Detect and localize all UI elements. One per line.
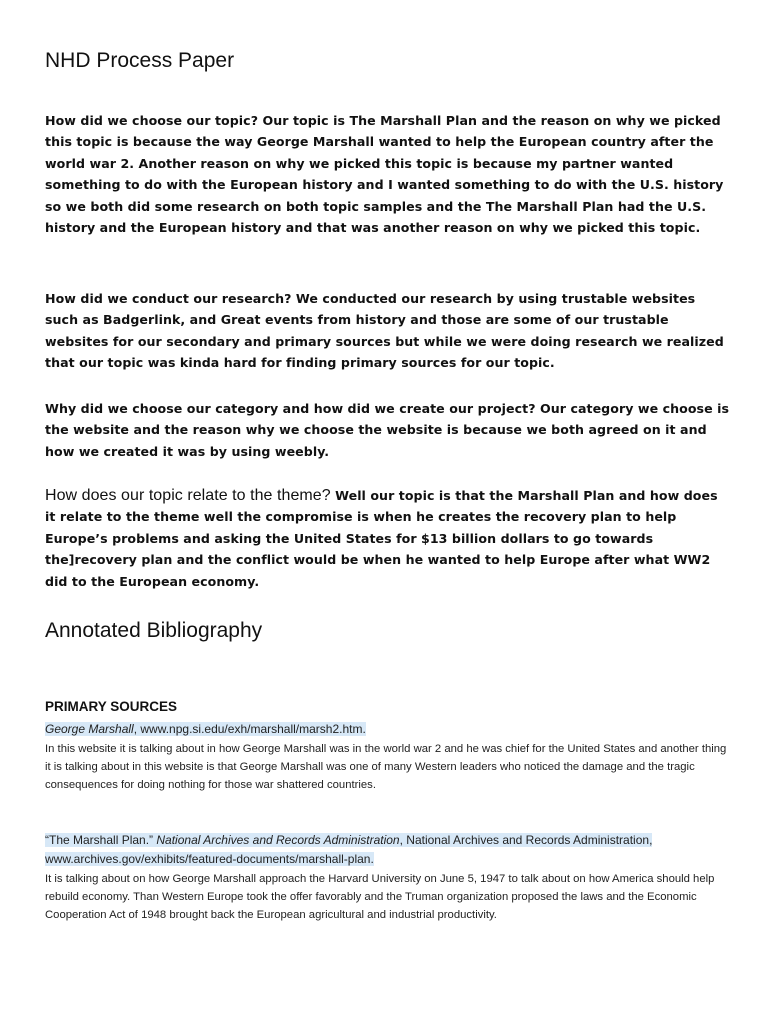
citation-2-url[interactable]: www.archives.gov/exhibits/featured-documents/marshall-plan. [45, 852, 374, 866]
paragraph-theme [45, 485, 730, 592]
citation-2 [45, 831, 730, 869]
paragraph-research: How did we conduct our research? We conducted our research by using trustable websites such as Badgerlink, and Great events from history and those are some of our trustable websites for our secondary and primary sources but while we were doing research we realized that our topic was kinda hard for finding primary sources for our topic. [45, 291, 724, 371]
bibliography-title: Annotated Bibliography [45, 619, 263, 642]
theme-answer: Well our topic is that the Marshall Plan and how does it relate to the theme well the compromise is when he creates the recovery plan to help Europe’s problems and asking the United States for $13 billion dollars to go towards the]recovery plan and the conflict would be when he wanted to help Europe after what WW2 did to the European economy. [45, 488, 718, 589]
process-paper-title: NHD Process Paper [45, 49, 235, 72]
primary-sources-heading: PRIMARY SOURCES [45, 699, 178, 714]
annotation-1: In this website it is talking about in how George Marshall was in the world war 2 and he was chief for the United States and another thing it is talking about in this website is that George Marshall was one of many Western leaders who noticed the damage and the tragic consequences for doing nothing for those war shattered countries. [45, 743, 727, 791]
theme-question: How does our topic relate to the theme? [45, 487, 331, 504]
citation-2-title: National Archives and Records Administration [156, 833, 400, 847]
citation-1-title: George Marshall [45, 722, 134, 736]
citation-1-url[interactable]: , www.npg.si.edu/exh/marshall/marsh2.htm. [133, 722, 366, 736]
citation-2-publisher: , National Archives and Records Administration, [399, 833, 653, 847]
citation-1 [45, 720, 730, 739]
citation-2-quote: “The Marshall Plan.” [45, 833, 157, 847]
paragraph-topic-choice: How did we choose our topic? Our topic is The Marshall Plan and the reason on why we picked this topic is because the way George Marshall wanted to help the European country after the world war 2. Another reason on why we picked this topic is because my partner wanted something to do with the European history and I wanted something to do with the U.S. history so we both did some research on both topic samples and the The Marshall Plan had the U.S. history and the European history and that was another reason on why we picked this topic. [45, 113, 724, 236]
paragraph-category: Why did we choose our category and how did we create our project? Our category we choose is the website and the reason why we choose the website is because we both agreed on it and how we created it was by using weebly. [45, 401, 730, 459]
annotation-2: It is talking about on how George Marshall approach the Harvard University on June 5, 1947 to talk about on how America should help rebuild economy. Than Western Europe took the offer favorably and the Truman organization proposed the laws and the Economic Cooperation Act of 1948 brought back the European agricultural and industrial productivity. [45, 873, 715, 921]
